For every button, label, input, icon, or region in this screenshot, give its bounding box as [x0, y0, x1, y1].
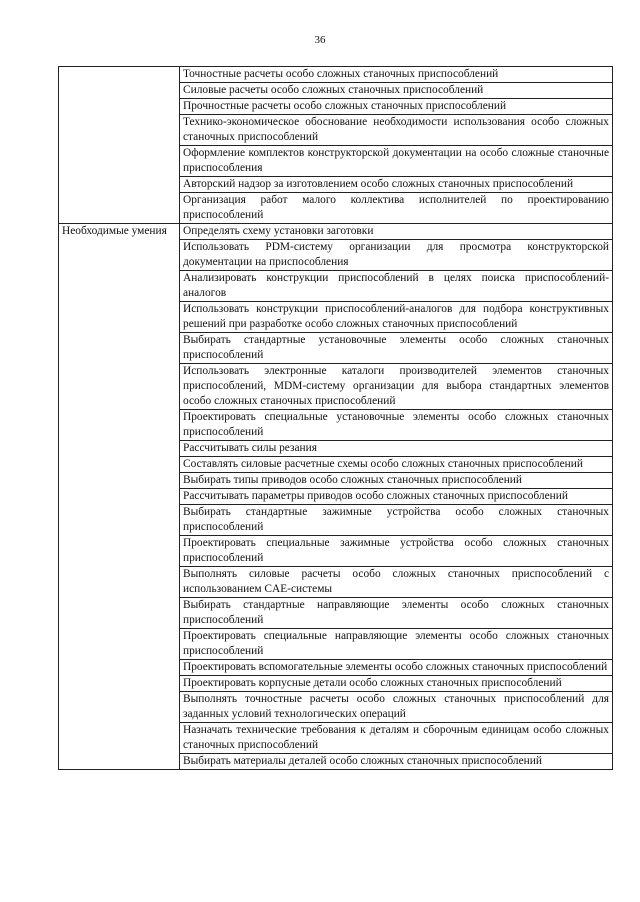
- empty-label-cell: [59, 67, 180, 224]
- skill-item: Проектировать специальные зажимные устройства особо сложных станочных приспособлений: [180, 536, 613, 567]
- knowledge-item: Силовые расчеты особо сложных станочных приспособлений: [180, 83, 613, 99]
- knowledge-item: Технико-экономическое обоснование необходимости использования особо сложных станочных приспособлений: [180, 115, 613, 146]
- skill-item: Рассчитывать параметры приводов особо сложных станочных приспособлений: [180, 489, 613, 505]
- knowledge-item: Оформление комплектов конструкторской документации на особо сложные станочные приспособления: [180, 146, 613, 177]
- skill-item: Составлять силовые расчетные схемы особо сложных станочных приспособлений: [180, 457, 613, 473]
- skill-item: Выполнять силовые расчеты особо сложных станочных приспособлений с использованием CAE-системы: [180, 567, 613, 598]
- page-number: 36: [314, 34, 326, 46]
- skill-item: Использовать конструкции приспособлений-аналогов для подбора конструктивных решений при разработке особо сложных станочных приспособлений: [180, 302, 613, 333]
- skill-item: Выполнять точностные расчеты особо сложных станочных приспособлений для заданных условий технологических операций: [180, 692, 613, 723]
- skill-item: Проектировать вспомогательные элементы особо сложных станочных приспособлений: [180, 660, 613, 676]
- section-label: Необходимые умения: [59, 224, 180, 770]
- table-row: [59, 224, 613, 240]
- skill-item: Определять схему установки заготовки: [180, 224, 613, 240]
- knowledge-item: Точностные расчеты особо сложных станочных приспособлений: [180, 67, 613, 83]
- skill-item: Назначать технические требования к деталям и сборочным единицам особо сложных станочных приспособлений: [180, 723, 613, 754]
- knowledge-item: Авторский надзор за изготовлением особо сложных станочных приспособлений: [180, 177, 613, 193]
- skill-item: Выбирать стандартные направляющие элементы особо сложных станочных приспособлений: [180, 598, 613, 629]
- skill-item: Использовать PDM-систему организации для просмотра конструкторской документации на приспособления: [180, 240, 613, 271]
- knowledge-item: Прочностные расчеты особо сложных станочных приспособлений: [180, 99, 613, 115]
- skill-item: Проектировать специальные направляющие элементы особо сложных станочных приспособлений: [180, 629, 613, 660]
- knowledge-item: Организация работ малого коллектива исполнителей по проектированию приспособлений: [180, 193, 613, 224]
- skill-item: Использовать электронные каталоги производителей элементов станочных приспособлений, MDM-систему организации для выбора стандартных элементов особо сложных станочных приспособлений: [180, 364, 613, 410]
- skill-item: Анализировать конструкции приспособлений в целях поиска приспособлений-аналогов: [180, 271, 613, 302]
- skill-item: Выбирать материалы деталей особо сложных станочных приспособлений: [180, 754, 613, 770]
- skill-item: Проектировать корпусные детали особо сложных станочных приспособлений: [180, 676, 613, 692]
- skill-item: Выбирать стандартные зажимные устройства особо сложных станочных приспособлений: [180, 505, 613, 536]
- skill-item: Рассчитывать силы резания: [180, 441, 613, 457]
- skill-item: Выбирать стандартные установочные элементы особо сложных станочных приспособлений: [180, 333, 613, 364]
- skill-item: Проектировать специальные установочные элементы особо сложных станочных приспособлений: [180, 410, 613, 441]
- table-row: [59, 67, 613, 83]
- competency-table: [58, 66, 613, 770]
- skill-item: Выбирать типы приводов особо сложных станочных приспособлений: [180, 473, 613, 489]
